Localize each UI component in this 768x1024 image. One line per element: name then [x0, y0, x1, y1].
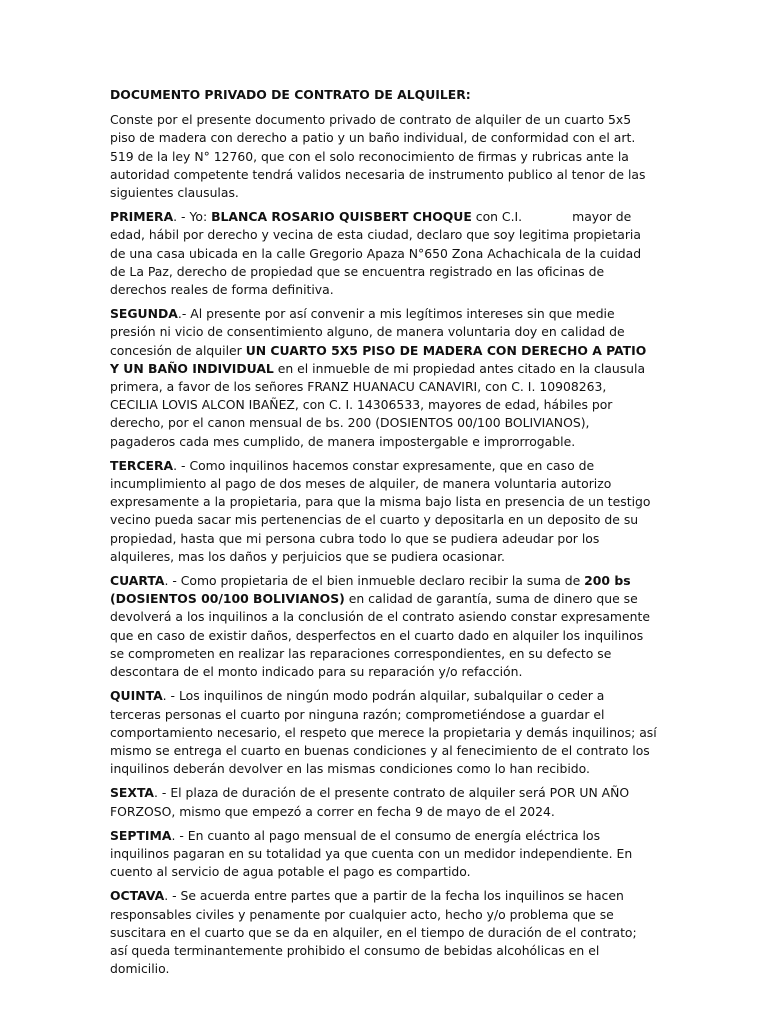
clause-text: . - Yo: — [173, 209, 212, 225]
clause-text: . - Se acuerda entre partes que a partir de la fecha los inquilinos se hacen responsables civiles y penamente por cualquier acto, hecho y/o problema que se suscitara en el cuarto que se da en alquiler, en el tiempo de duración de el contrato; así queda terminantemente prohibido el consumo de bebidas alcohólicas en el domicilio. — [110, 888, 637, 977]
clause-octava — [110, 887, 658, 978]
intro-paragraph: Conste por el presente documento privado de contrato de alquiler de un cuarto 5x5 piso de madera con derecho a patio y un baño individual, de conformidad con el art. 519 de la ley N° 12760, que con el solo reconocimiento de firmas y rubricas ante la autoridad competente tendrá validos necesaria de instrumento publico al tenor de las siguientes clausulas. — [110, 112, 646, 201]
clause-text: mayor de edad, hábil por derecho y vecina de esta ciudad, declaro que soy legitima propietaria de una casa ubicada en la calle Gregorio Apaza N°650 Zona Achachicala de la cuidad de La Paz, derecho de propiedad que se encuentra registrado en las oficinas de derechos reales de forma definitiva. — [110, 209, 642, 298]
document-page — [110, 86, 658, 984]
clause-text: . - Como inquilinos hacemos constar expresamente, que en caso de incumplimiento al pago de dos meses de alquiler, de manera voluntaria autorizo expresamente a la propietaria, para que la misma bajo lista en presencia de un testigo vecino pueda sacar mis pertenencias de el cuarto y depositarla en un deposito de su propiedad, hasta que mi persona cubra todo lo que se pudiera adeudar por los alquileres, mas los daños y perjuicios que se pudiera ocasionar. — [110, 457, 651, 564]
clause-septima — [110, 827, 658, 882]
clause-label: TERCERA — [110, 457, 174, 473]
clause-text: . - En cuanto al pago mensual de el consumo de energía eléctrica los inquilinos pagaran en su totalidad ya que cuenta con un medidor independiente. En cuento al servicio de agua potable el pago es compartido. — [110, 827, 633, 880]
clause-label: PRIMERA — [110, 209, 174, 225]
clause-text: .- Al presente por así convenir a mis legítimos intereses sin que medie presión ni vicio de consentimiento alguno, de manera voluntaria doy en calidad de concesión de alquiler — [110, 306, 625, 358]
clause-text: con C.I. — [471, 209, 523, 225]
clause-tercera — [110, 457, 658, 566]
clause-label: SEPTIMA — [110, 827, 172, 843]
clause-sexta — [110, 784, 658, 820]
clause-text: . - El plaza de duración de el presente contrato de alquiler será POR UN AÑO FORZOSO, mismo que empezó a correr en fecha 9 de mayo de el 2024. — [110, 785, 630, 819]
clause-text: en calidad de garantía, suma de dinero que se devolverá a los inquilinos a la conclusión de el contrato asiendo constar expresamente que en caso de existir daños, desperfectos en el cuarto dado en alquiler los inquilinos se comprometen en realizar las reparaciones correspondientes, en su defecto se descontara de el monto indicado para su reparación y/o refacción. — [110, 591, 650, 680]
clause-label: SEXTA — [110, 785, 155, 801]
clause-text: en el inmueble de mi propiedad antes citado en la clausula primera, a favor de los señores FRANZ HUANACU CANAVIRI, con C. I. 10908263, CECILIA LOVIS ALCON IBAÑEZ, con C. I. 14306533, mayores de edad, hábiles por derecho, por el canon mensual de bs. 200 (DOSIENTOS 00/100 BOLIVIANOS), pagaderos cada mes cumplido, de manera impostergable e improrrogable. — [110, 360, 646, 449]
clause-primera — [110, 208, 658, 299]
clause-text: . - Como propietaria de el bien inmueble declaro recibir la suma de — [164, 573, 585, 589]
clause-cuarta — [110, 572, 658, 681]
clause-quinta — [110, 687, 658, 778]
clause-label: OCTAVA — [110, 888, 165, 904]
document-title: DOCUMENTO PRIVADO DE CONTRATO DE ALQUILER: — [110, 87, 471, 102]
clause-segunda — [110, 305, 658, 451]
clause-label: SEGUNDA — [110, 306, 178, 322]
clause-label: QUINTA — [110, 688, 163, 704]
clause-bold-text: UN CUARTO 5X5 PISO DE MADERA CON DERECHO A PATIO Y UN BAÑO INDIVIDUAL — [110, 342, 647, 376]
owner-name: BLANCA ROSARIO QUISBERT CHOQUE — [211, 209, 472, 225]
clause-label: CUARTA — [110, 573, 165, 589]
clause-bold-text: 200 bs (DOSIENTOS 00/100 BOLIVIANOS) — [110, 573, 631, 607]
clause-text: . - Los inquilinos de ningún modo podrán alquilar, subalquilar o ceder a terceras personas el cuarto por ninguna razón; comprometiéndose a guardar el comportamiento necesario, el respeto que merece la propietaria y demás inquilinos; así mismo se entrega el cuarto en buenas condiciones y al fenecimiento de el contrato los inquilinos deberán devolver en las mismas condiciones como lo han recibido. — [110, 688, 657, 777]
